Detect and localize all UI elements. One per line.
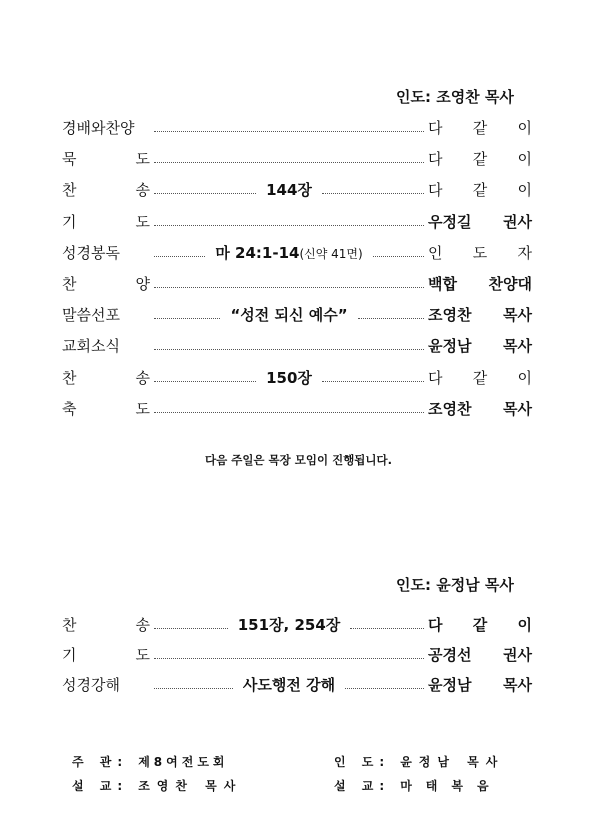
service1-row (62, 304, 532, 325)
service2-row (62, 614, 532, 635)
dot-leader (322, 381, 424, 382)
row-responsible: 다 같 이 (428, 119, 532, 137)
row-detail (243, 674, 335, 695)
dot-leader (154, 349, 424, 350)
row-detail-page: (신약 41면) (299, 246, 363, 261)
row-label: 찬 송 (62, 368, 150, 387)
row-detail-text: 144장 (266, 181, 312, 200)
service1-row (62, 367, 532, 388)
row-responsible: 다 같 이 (428, 150, 532, 169)
row-detail (230, 304, 347, 325)
dot-leader (154, 628, 228, 629)
row-label: 축 도 (62, 399, 150, 418)
row-responsible: 윤정남 목사 (428, 676, 533, 694)
footer-host-value: 제8여전도회 (138, 755, 229, 769)
footer-leader-value: 윤정남 목사 (400, 755, 505, 769)
row-responsible: 윤정남 목사 (428, 337, 532, 356)
presider-1: 인도: 조영찬 목사 (396, 88, 514, 106)
announcement-note: 다음 주일은 목장 모임이 진행됩니다. (204, 453, 393, 467)
row-responsible: 다 같 이 (428, 181, 532, 200)
row-label: 찬 송 (62, 616, 150, 634)
row-responsible: 조영찬 목사 (428, 399, 532, 418)
row-detail (266, 179, 312, 200)
footer-preacher-value: 조영찬 목사 (138, 779, 243, 793)
footer-preacher (72, 777, 242, 794)
footer-preacher-key: 설 교: (72, 779, 129, 793)
footer-leader-key: 인 도: (334, 755, 391, 769)
service1-row (62, 335, 532, 356)
dot-leader (154, 193, 256, 194)
dot-leader (154, 658, 424, 659)
dot-leader (154, 131, 424, 132)
dot-leader (154, 318, 220, 319)
dot-leader (154, 688, 233, 689)
service1-row (62, 117, 532, 138)
row-detail (215, 242, 362, 263)
dot-leader (154, 162, 424, 163)
row-detail-text: 150장 (266, 368, 312, 387)
dot-leader (345, 688, 424, 689)
service2-row (62, 674, 532, 695)
service1-row (62, 179, 532, 200)
dot-leader (154, 381, 256, 382)
dot-leader (350, 628, 424, 629)
row-detail-text: 마 24:1-14 (215, 243, 300, 262)
row-label: 묵 도 (62, 150, 150, 169)
dot-leader (154, 225, 424, 226)
presider-2: 인도: 윤정남 목사 (396, 576, 514, 594)
row-responsible: 다 같 이 (428, 368, 532, 387)
row-responsible: 다 같 이 (428, 616, 532, 634)
row-detail-text: “성전 되신 예수” (230, 306, 348, 325)
service1-row (62, 148, 532, 169)
service1-row (62, 273, 532, 294)
row-label: 성경강해 (62, 676, 120, 694)
footer-sermon-key: 설 교: (334, 779, 391, 793)
service2-row (62, 644, 532, 665)
footer-sermon (334, 777, 503, 794)
row-label: 기 도 (62, 212, 150, 231)
service1-row (62, 242, 532, 263)
row-label: 찬 송 (62, 181, 150, 200)
row-detail-text: 151장, 254장 (237, 616, 341, 634)
row-label: 교회소식 (62, 337, 120, 356)
footer-host (72, 753, 229, 770)
row-responsible: 조영찬 목사 (428, 306, 533, 325)
row-detail (266, 367, 312, 388)
dot-leader (154, 256, 205, 257)
row-label: 경배와찬양 (62, 119, 135, 137)
service1-row (62, 398, 532, 419)
dot-leader (154, 287, 424, 288)
footer-sermon-value: 마태복음 (400, 779, 503, 793)
row-label: 기 도 (62, 646, 150, 664)
row-responsible: 공경선 권사 (428, 646, 532, 664)
row-responsible: 백합 찬양대 (428, 275, 532, 293)
service1-row (62, 211, 532, 232)
dot-leader (358, 318, 424, 319)
row-responsible: 우정길 권사 (428, 212, 532, 231)
row-detail-text: 사도행전 강해 (242, 676, 336, 694)
row-responsible: 인 도 자 (428, 243, 533, 262)
footer-leader (334, 753, 504, 770)
row-label: 말씀선포 (62, 306, 120, 325)
row-detail (238, 614, 341, 635)
row-label: 성경봉독 (62, 243, 120, 262)
row-label: 찬 양 (62, 275, 150, 293)
dot-leader (322, 193, 424, 194)
dot-leader (154, 412, 424, 413)
dot-leader (373, 256, 424, 257)
footer-host-key: 주 관: (72, 755, 129, 769)
